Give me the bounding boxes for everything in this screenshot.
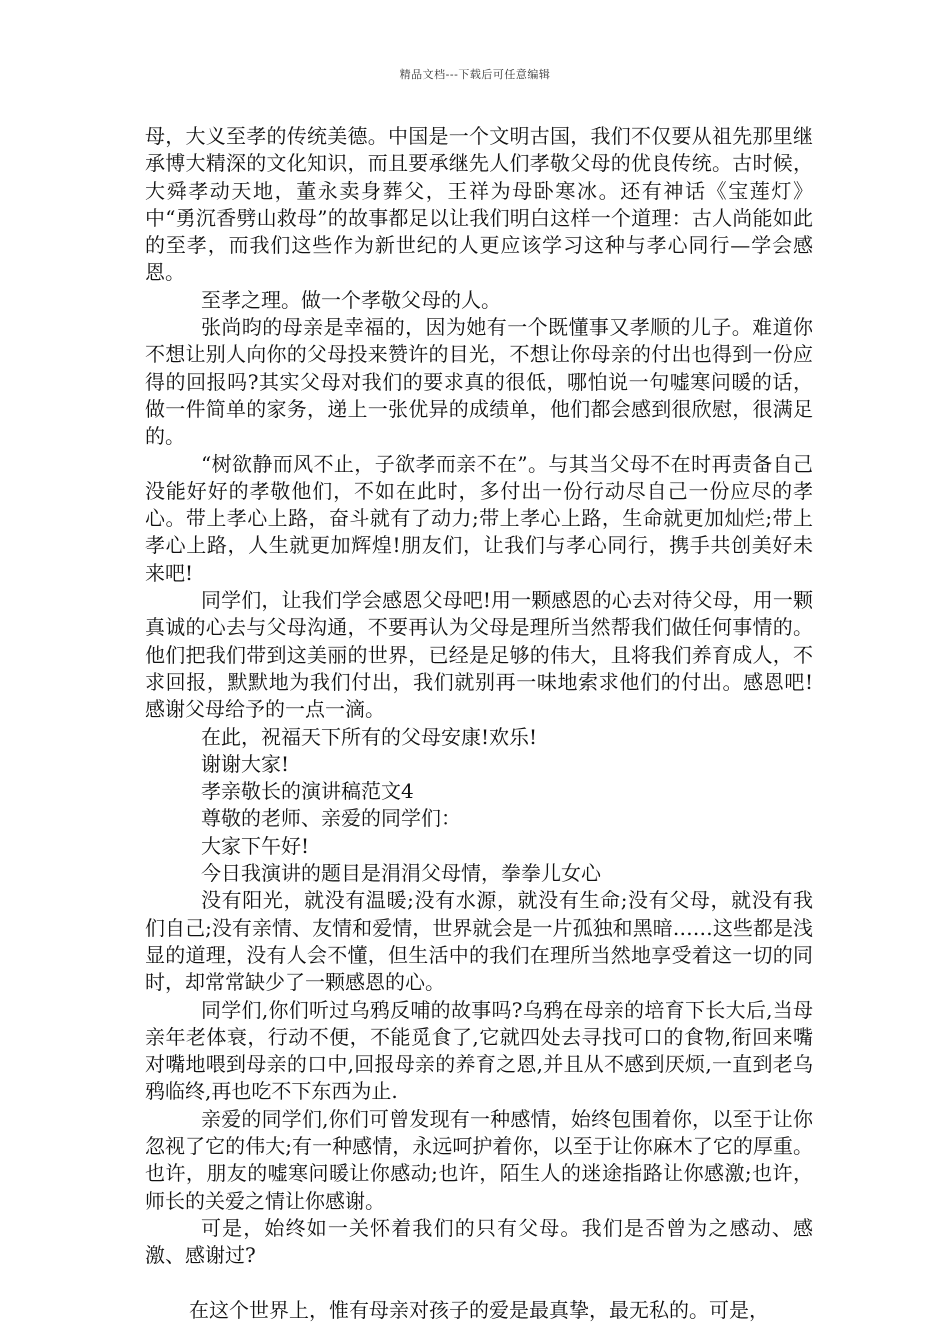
paragraph-14: 亲爱的同学们,你们可曾发现有一种感情，始终包围着你，以至于让你忽视了它的伟大;有一种感情，永远呵护着你，以至于让你麻木了它的厚重。也许，朋友的嘘寒问暖让你感动;也许，陌生人的迷途指路让你感激;也许，师长的关爱之情让你感谢。 — [145, 1106, 813, 1213]
paragraph-3: 张尚昀的母亲是幸福的，因为她有一个既懂事又孝顺的儿子。难道你不想让别人向你的父母投来赞许的目光，不想让你母亲的付出也得到一份应得的回报吗?其实父母对我们的要求真的很低，哪怕说一句嘘寒问暖的话，做一件简单的家务，递上一张优异的成绩单，他们都会感到很欣慰，很满足的。 — [145, 315, 813, 449]
paragraph-15: 可是，始终如一关怀着我们的只有父母。我们是否曾为之感动、感激、感谢过? — [145, 1215, 813, 1268]
salutation: 尊敬的老师、亲爱的同学们： — [201, 806, 461, 831]
paragraph-16: 在这个世界上，惟有母亲对孩子的爱是最真挚，最无私的。可是， — [189, 1298, 769, 1323]
paragraph-13: 同学们,你们听过乌鸦反哺的故事吗?乌鸦在母亲的培育下长大后,当母亲年老体衰，行动不便，不能觅食了,它就四处去寻找可口的食物,衔回来嘴对嘴地喂到母亲的口中,回报母亲的养育之恩,并且从不感到厌烦,一直到老乌鸦临终,再也吃不下东西为止. — [145, 997, 813, 1104]
document-body — [145, 123, 813, 1325]
greeting: 大家下午好! — [201, 833, 310, 858]
paragraph-5: 同学们，让我们学会感恩父母吧!用一颗感恩的心去对待父母，用一颗真诚的心去与父母沟通，不要再认为父母是理所当然帮我们做任何事情的。他们把我们带到这美丽的世界，已经是足够的伟大，且将我们养育成人，不求回报，默默地为我们付出，我们就别再一味地索求他们的付出。感恩吧!感谢父母给予的一点一滴。 — [145, 588, 813, 722]
paragraph-4: “树欲静而风不止，子欲孝而亲不在”。与其当父母不在时再责备自己没能好好的孝敬他们，不如在此时，多付出一份行动尽自己一份应尽的孝心。带上孝心上路，奋斗就有了动力;带上孝心上路，生命就更加灿烂;带上孝心上路，人生就更加辉煌!朋友们，让我们与孝心同行，携手共创美好未来吧! — [145, 451, 813, 585]
paragraph-6: 在此，祝福天下所有的父母安康!欢乐! — [201, 724, 538, 749]
page-header: 精品文档---下载后可任意编辑 — [399, 68, 551, 81]
speech-topic: 今日我演讲的题目是涓涓父母情，拳拳儿女心 — [201, 861, 601, 886]
section-title: 孝亲敬长的演讲稿范文4 — [201, 779, 414, 804]
paragraph-1: 母，大义至孝的传统美德。中国是一个文明古国，我们不仅要从祖先那里继承博大精深的文化知识，而且要承继先人们孝敬父母的优良传统。古时候，大舜孝动天地，董永卖身葬父，王祥为母卧寒冰。还有神话《宝莲灯》中“勇沉香劈山救母”的故事都足以让我们明白这样一个道理：古人尚能如此的至孝，而我们这些作为新世纪的人更应该学习这种与孝心同行—学会感恩。 — [145, 124, 813, 285]
paragraph-7: 谢谢大家! — [201, 751, 290, 776]
paragraph-12: 没有阳光，就没有温暖;没有水源，就没有生命;没有父母，就没有我们自己;没有亲情、友情和爱情，世界就会是一片孤独和黑暗……这些都是浅显的道理，没有人会不懂，但生活中的我们在理所当然地享受着这一切的同时，却常常缺少了一颗感恩的心。 — [145, 888, 813, 995]
paragraph-2: 至孝之理。做一个孝敬父母的人。 — [201, 287, 501, 312]
